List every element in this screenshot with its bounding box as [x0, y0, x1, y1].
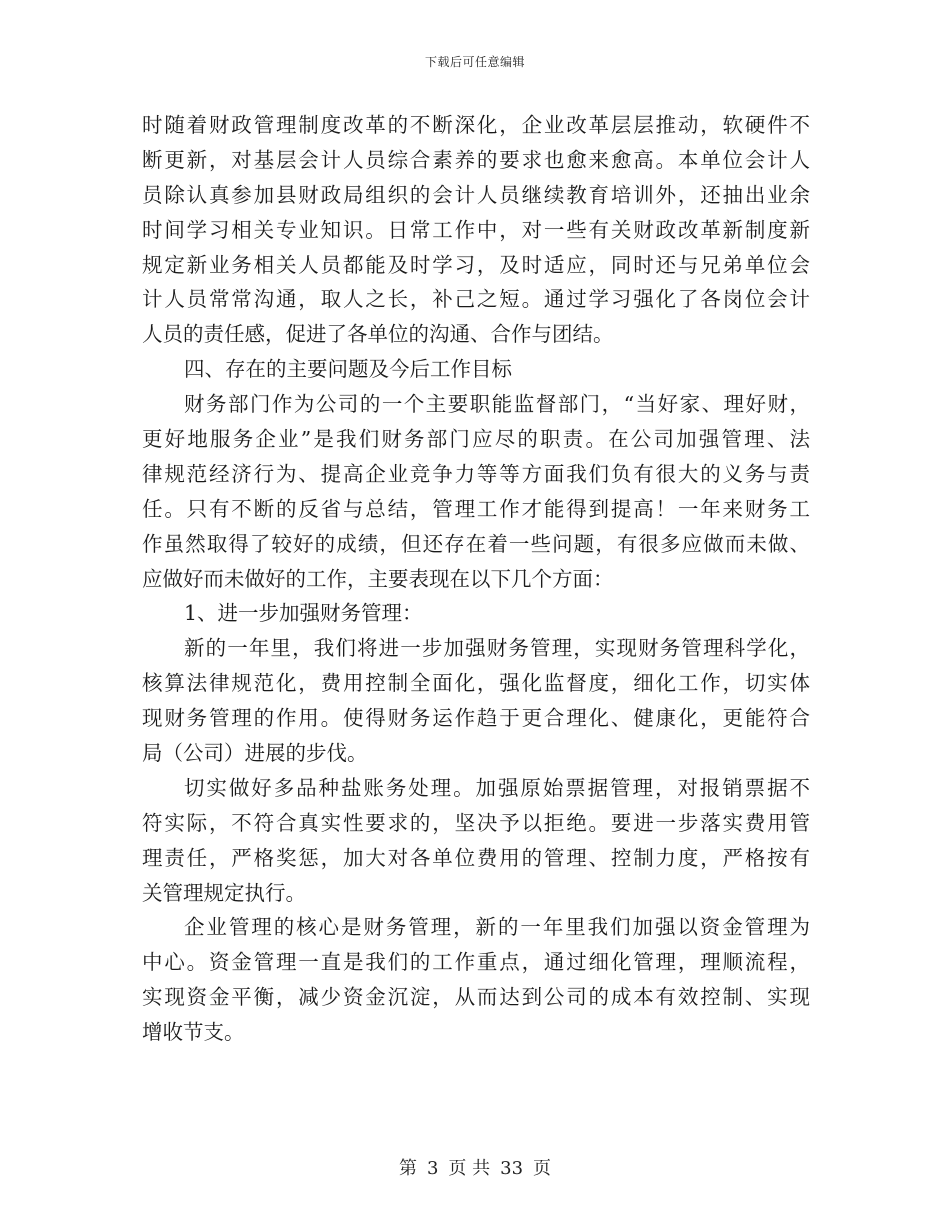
text-line: 规定新业务相关人员都能及时学习，及时适应，同时还与兄弟单位会 [142, 252, 810, 277]
text-line: 1、进一步加强财务管理： [184, 601, 423, 626]
footer-middle: 页 共 [448, 1158, 491, 1179]
text-line: 应做好而未做好的工作，主要表现在以下几个方面： [142, 566, 614, 591]
text-line: 员除认真参加县财政局组织的会计人员继续教育培训外，还抽出业余 [142, 182, 810, 207]
footer-current-page: 3 [426, 1158, 439, 1179]
text-line: 增收节支。 [142, 1020, 245, 1045]
text-line: 人员的责任感，促进了各单位的沟通、合作与团结。 [142, 322, 614, 347]
text-line: 切实做好多品种盐账务处理。加强原始票据管理，对报销票据不 [184, 775, 810, 800]
page-footer [0, 1157, 950, 1181]
document-body [142, 108, 810, 1050]
text-line: 新的一年里，我们将进一步加强财务管理，实现财务管理科学化， [184, 636, 810, 661]
text-line: 实现资金平衡，减少资金沉淀，从而达到公司的成本有效控制、实现 [142, 985, 810, 1010]
text-line: 作虽然取得了较好的成绩，但还存在着一些问题，有很多应做而未做、 [142, 531, 810, 556]
text-line: 符实际，不符合真实性要求的，坚决予以拒绝。要进一步落实费用管 [142, 810, 810, 835]
text-line: 理责任，严格奖惩，加大对各单位费用的管理、控制力度，严格按有 [142, 845, 810, 870]
text-line: 断更新，对基层会计人员综合素养的要求也愈来愈高。本单位会计人 [142, 147, 810, 172]
text-line: 时间学习相关专业知识。日常工作中，对一些有关财政改革新制度新 [142, 217, 810, 242]
text-line: 核算法律规范化，费用控制全面化，强化监督度，细化工作，切实体 [142, 671, 810, 696]
text-line: 律规范经济行为、提高企业竞争力等等方面我们负有很大的义务与责 [142, 461, 810, 486]
text-line: 关管理规定执行。 [142, 880, 306, 905]
footer-total-pages: 33 [500, 1158, 524, 1179]
text-line: 企业管理的核心是财务管理，新的一年里我们加强以资金管理为 [184, 915, 810, 940]
text-line: 财务部门作为公司的一个主要职能监督部门，“当好家、理好财， [184, 392, 810, 417]
page-header: 下载后可任意编辑 [424, 55, 525, 69]
text-line: 中心。资金管理一直是我们的工作重点，通过细化管理，理顺流程， [142, 950, 810, 975]
text-line: 局（公司）进展的步伐。 [142, 741, 368, 766]
footer-suffix: 页 [533, 1158, 552, 1179]
text-line: 四、存在的主要问题及今后工作目标 [184, 357, 512, 382]
text-line: 任。只有不断的反省与总结，管理工作才能得到提高！一年来财务工 [142, 496, 810, 521]
text-line: 现财务管理的作用。使得财务运作趋于更合理化、健康化，更能符合 [142, 706, 810, 731]
text-line: 计人员常常沟通，取人之长，补己之短。通过学习强化了各岗位会计 [142, 287, 810, 312]
text-line: 时随着财政管理制度改革的不断深化，企业改革层层推动，软硬件不 [142, 113, 810, 137]
text-line: 更好地服务企业”是我们财务部门应尽的职责。在公司加强管理、法 [142, 427, 810, 452]
footer-prefix: 第 [398, 1158, 417, 1179]
